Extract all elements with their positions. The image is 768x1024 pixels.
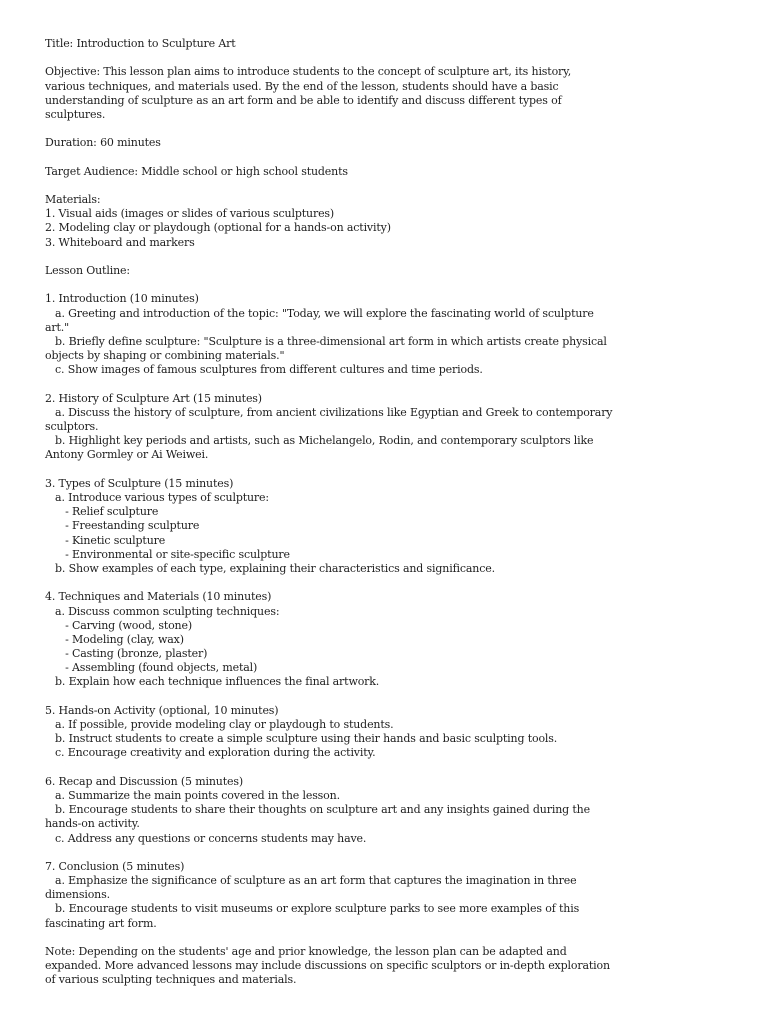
- blank-line: [45, 931, 645, 945]
- text-line: Objective: This lesson plan aims to introduce students to the concept of sculpture art, its history,: [45, 65, 572, 79]
- text-line: - Relief sculpture: [45, 505, 159, 519]
- text-line: Materials:: [45, 193, 101, 207]
- blank-line: [45, 463, 645, 477]
- text-line: sculptors.: [45, 420, 99, 434]
- text-line: Note: Depending on the students' age and prior knowledge, the lesson plan can be adapted and: [45, 945, 567, 958]
- text-line: understanding of sculpture as an art form and be able to identify and discuss different types of: [45, 93, 562, 107]
- text-line: sculptures.: [45, 107, 106, 121]
- document-page: [45, 37, 645, 988]
- text-line: art.": [45, 320, 70, 334]
- text-line: - Carving (wood, stone): [45, 618, 192, 632]
- text-line: 1. Introduction (10 minutes): [45, 292, 199, 306]
- text-line: a. Discuss common sculpting techniques:: [45, 604, 280, 618]
- text-line: a. Summarize the main points covered in the lesson.: [45, 788, 340, 802]
- text-line: b. Instruct students to create a simple sculpture using their hands and basic sculpting tools.: [45, 732, 558, 746]
- text-line: fascinating art form.: [45, 916, 157, 930]
- text-line: 5. Hands-on Activity (optional, 10 minutes): [45, 703, 279, 717]
- text-line: 1. Visual aids (images or slides of various sculptures): [45, 207, 335, 221]
- text-line: hands-on activity.: [45, 817, 140, 831]
- blank-line: [45, 846, 645, 860]
- text-line: a. Greeting and introduction of the topic: "Today, we will explore the fascinating world of sculpture: [45, 306, 594, 320]
- text-line: Lesson Outline:: [45, 264, 130, 277]
- text-line: a. If possible, provide modeling clay or playdough to students.: [45, 718, 394, 731]
- text-line: b. Show examples of each type, explaining their characteristics and significance.: [45, 561, 495, 575]
- text-line: - Assembling (found objects, metal): [45, 661, 258, 675]
- text-line: c. Encourage creativity and exploration during the activity.: [45, 746, 376, 760]
- text-line: dimensions.: [45, 888, 110, 902]
- text-line: Duration: 60 minutes: [45, 136, 161, 150]
- blank-line: [45, 690, 645, 704]
- text-line: - Kinetic sculpture: [45, 533, 166, 547]
- text-line: of various sculpting techniques and materials.: [45, 973, 297, 987]
- blank-line: [45, 151, 645, 165]
- text-line: 2. History of Sculpture Art (15 minutes): [45, 391, 262, 405]
- text-line: objects by shaping or combining materials.": [45, 349, 285, 363]
- text-line: b. Briefly define sculpture: "Sculpture is a three-dimensional art form in which artists create physical: [45, 334, 607, 348]
- text-line: a. Discuss the history of sculpture, from ancient civilizations like Egyptian and Greek to contemporary: [45, 405, 613, 419]
- text-line: - Casting (bronze, plaster): [45, 647, 208, 661]
- text-line: b. Encourage students to visit museums or explore sculpture parks to see more examples of this: [45, 902, 580, 916]
- text-line: Title: Introduction to Sculpture Art: [45, 37, 236, 50]
- text-line: b. Explain how each technique influences the final artwork.: [45, 675, 380, 689]
- text-line: 6. Recap and Discussion (5 minutes): [45, 774, 243, 788]
- text-line: - Modeling (clay, wax): [45, 632, 184, 646]
- text-line: 3. Types of Sculpture (15 minutes): [45, 476, 234, 490]
- text-line: 4. Techniques and Materials (10 minutes): [45, 590, 272, 604]
- text-line: 7. Conclusion (5 minutes): [45, 859, 185, 873]
- text-line: Target Audience: Middle school or high school students: [45, 164, 348, 178]
- text-line: a. Emphasize the significance of sculpture as an art form that captures the imagination in three: [45, 874, 577, 888]
- blank-line: [45, 179, 645, 193]
- blank-line: [45, 278, 645, 292]
- text-line: 3. Whiteboard and markers: [45, 235, 195, 249]
- blank-line: [45, 378, 645, 392]
- text-line: c. Address any questions or concerns students may have.: [45, 831, 367, 845]
- blank-line: [45, 576, 645, 590]
- text-line: - Freestanding sculpture: [45, 519, 200, 533]
- text-line: c. Show images of famous sculptures from different cultures and time periods.: [45, 363, 483, 377]
- text-line: Antony Gormley or Ai Weiwei.: [45, 448, 209, 462]
- text-line: b. Encourage students to share their thoughts on sculpture art and any insights gained during the: [45, 803, 590, 817]
- blank-line: [45, 51, 645, 65]
- text-line: b. Highlight key periods and artists, such as Michelangelo, Rodin, and contemporary sculptors like: [45, 434, 594, 448]
- text-line: various techniques, and materials used. By the end of the lesson, students should have a basic: [45, 79, 559, 93]
- text-line: a. Introduce various types of sculpture:: [45, 491, 269, 504]
- blank-line: [45, 761, 645, 775]
- blank-line: [45, 122, 645, 136]
- text-line: expanded. More advanced lessons may include discussions on specific sculptors or in-depth exploration: [45, 959, 610, 973]
- text-line: - Environmental or site-specific sculpture: [45, 547, 290, 561]
- text-line: 2. Modeling clay or playdough (optional for a hands-on activity): [45, 221, 391, 235]
- blank-line: [45, 250, 645, 264]
